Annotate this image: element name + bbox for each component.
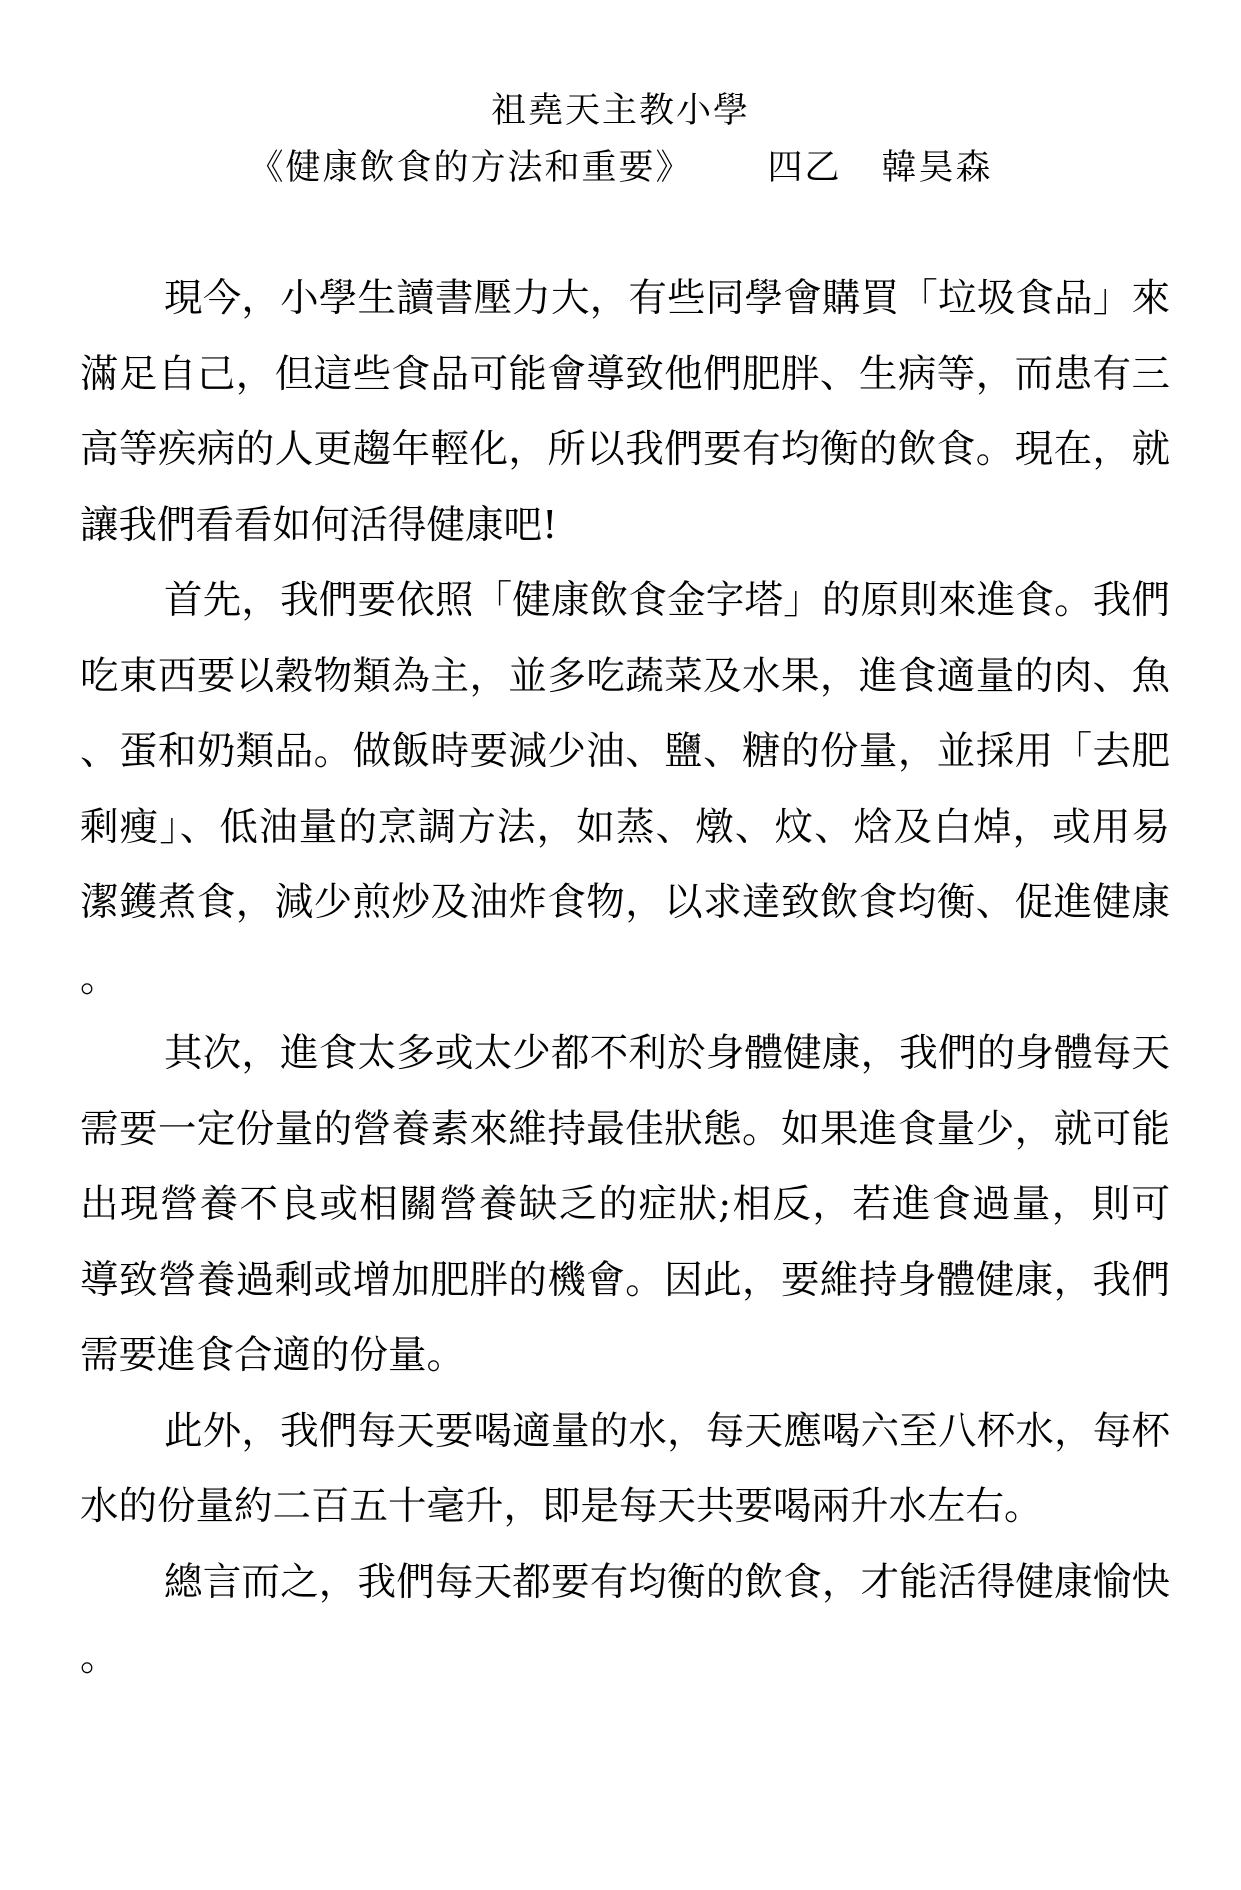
- essay-title: 《健康飲食的方法和重要》: [248, 148, 693, 188]
- class-name: 四乙: [767, 148, 842, 188]
- paragraph-second: 其次，進食太多或太少都不利於身體健康，我們的身體每天需要一定份量的營養素來維持最佳狀態。如果進食量少，就可能出現營養不良或相關營養缺乏的症狀;相反，若進食過量，則可導致營養過剩或增加肥胖的機會。因此，要維持身體健康，我們需要進食合適的份量。: [80, 1031, 1170, 1378]
- essay-body: [80, 261, 1170, 1696]
- paragraph-conclusion: 總言而之，我們每天都要有均衡的飲食，才能活得健康愉快。: [80, 1559, 1170, 1680]
- school-name: 祖堯天主教小學: [490, 91, 750, 131]
- paragraph-intro: 現今，小學生讀書壓力大，有些同學會購買「垃圾食品」來滿足自己，但這些食品可能會導致他們肥胖、生病等，而患有三高等疾病的人更趨年輕化，所以我們要有均衡的飲食。現在，就讓我們看看如何活得健康吧!: [80, 276, 1170, 548]
- title-row: [0, 143, 1241, 193]
- author-name: 韓昊森: [881, 148, 993, 188]
- paragraph-third: 此外，我們每天要喝適量的水，每天應喝六至八杯水，每杯水的份量約二百五十毫升，即是每天共要喝兩升水左右。: [80, 1408, 1170, 1529]
- paragraph-first: 首先，我們要依照「健康飲食金字塔」的原則來進食。我們吃東西要以穀物類為主，並多吃蔬菜及水果，進食適量的肉、魚、蛋和奶類品。做飯時要減少油、鹽、糖的份量，並採用「去肥剩瘦」、低油量的烹調方法，如蒸、燉、炆、焓及白焯，或用易潔鑊煮食，減少煎炒及油炸食物，以求達致飲食均衡、促進健康。: [80, 578, 1170, 1001]
